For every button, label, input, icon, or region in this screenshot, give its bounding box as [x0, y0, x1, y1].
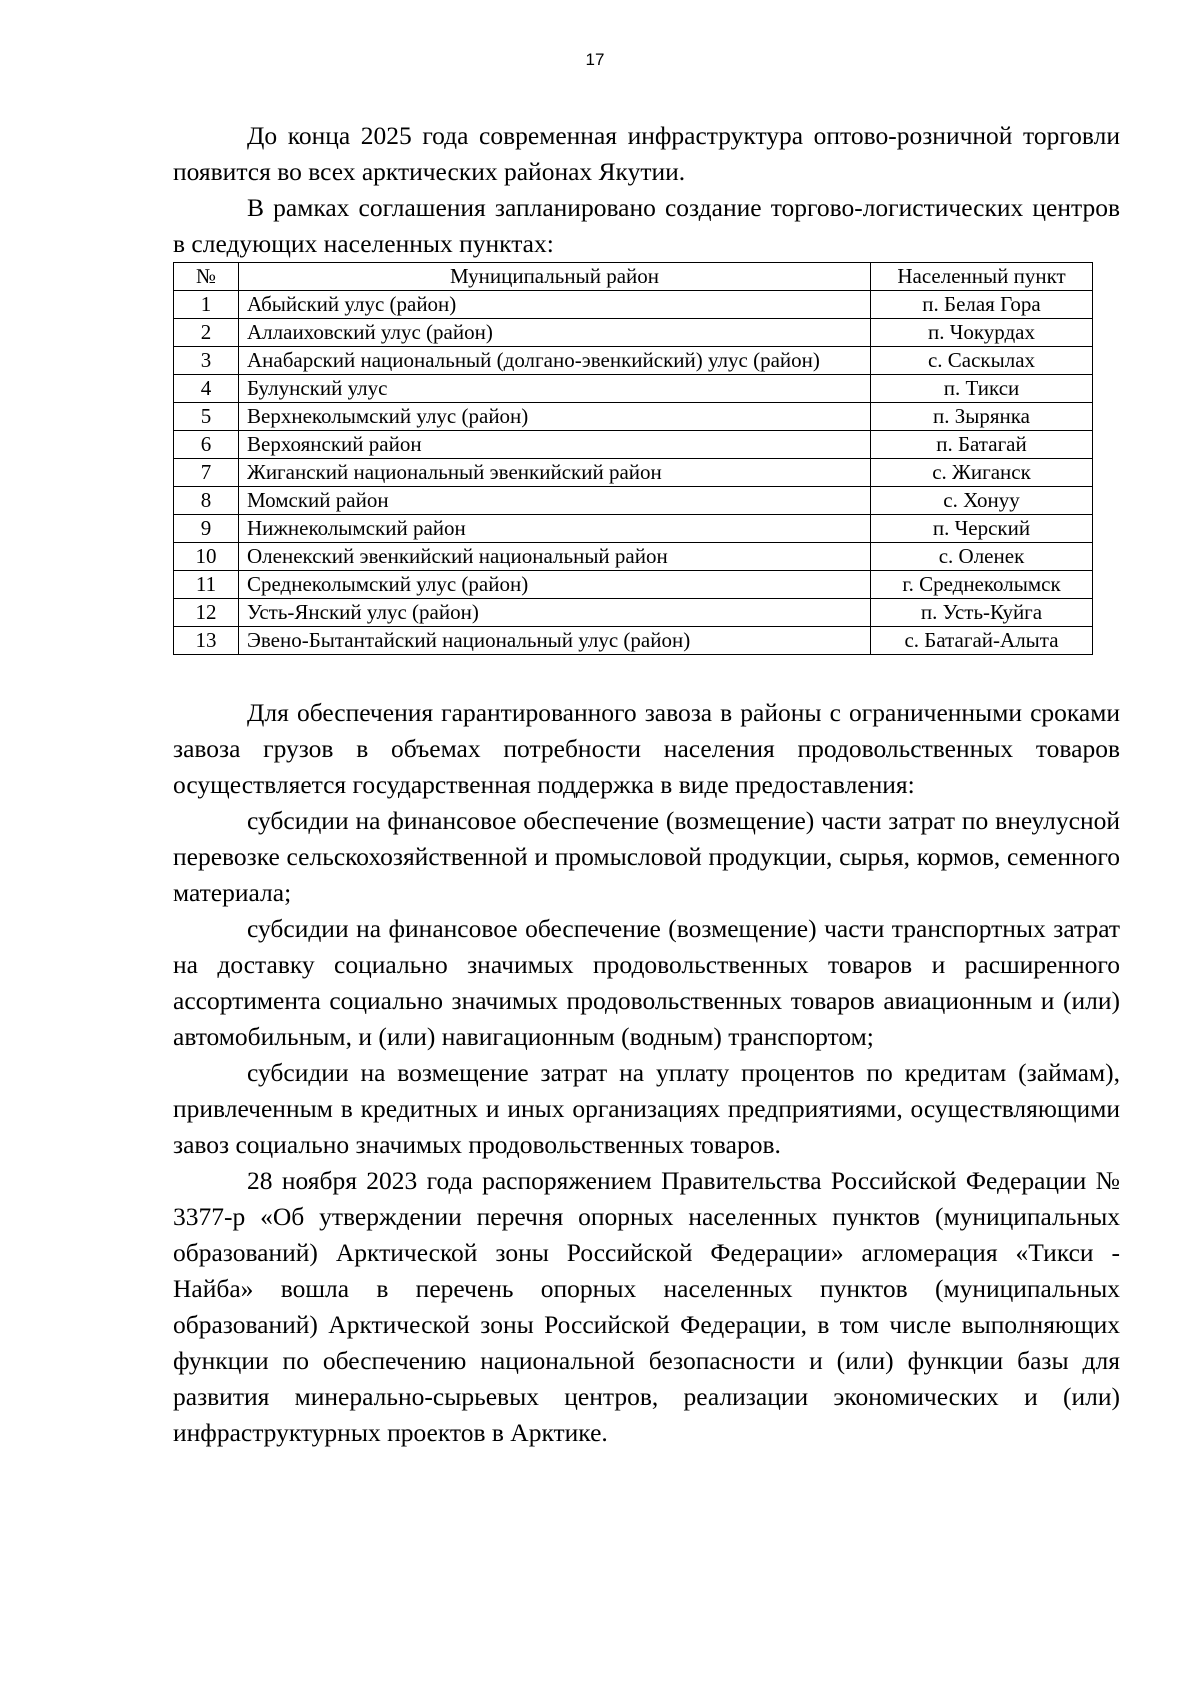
table-row: [174, 627, 1093, 655]
row-number: 8: [174, 487, 239, 515]
row-settlement: с. Жиганск: [871, 459, 1093, 487]
table-header-row: [174, 263, 1093, 291]
row-settlement: с. Оленек: [871, 543, 1093, 571]
paragraph-support-intro: Для обеспечения гарантированного завоза в районы с ограниченными сроками завоза грузов в объемах потребности населения продовольственных товаров осуществляется государственная поддержка в виде предоставления:: [173, 698, 1120, 799]
table-row: [174, 487, 1093, 515]
row-district: Анабарский национальный (долгано-эвенкийский) улус (район): [239, 347, 871, 375]
row-settlement: п. Зырянка: [871, 403, 1093, 431]
paragraph-intro-2: В рамках соглашения запланировано создание торгово-логистических центров в следующих населенных пунктах:: [173, 193, 1120, 258]
row-district: Усть-Янский улус (район): [239, 599, 871, 627]
table-row: [174, 543, 1093, 571]
row-district: Верхнеколымский улус (район): [239, 403, 871, 431]
table-row: [174, 459, 1093, 487]
row-number: 9: [174, 515, 239, 543]
row-number: 10: [174, 543, 239, 571]
row-district: Верхоянский район: [239, 431, 871, 459]
header-settlement: Населенный пункт: [871, 263, 1093, 291]
document-body: [173, 118, 1120, 1451]
row-district: Эвено-Бытантайский национальный улус (район): [239, 627, 871, 655]
row-settlement: п. Тикси: [871, 375, 1093, 403]
row-district: Нижнеколымский район: [239, 515, 871, 543]
paragraph-government-order: 28 ноября 2023 года распоряжением Правительства Российской Федерации № 3377-р «Об утверждении перечня опорных населенных пунктов (муниципальных образований) Арктической зоны Российской Федерации» агломерация «Тикси - Найба» вошла в перечень опорных населенных пунктов (муниципальных образований) Арктической зоны Российской Федерации, в том числе выполняющих функции по обеспечению национальной безопасности и (или) функции базы для развития минерально-сырьевых центров, реализации экономических и (или) инфраструктурных проектов в Арктике.: [173, 1166, 1120, 1447]
table-row: [174, 515, 1093, 543]
row-district: Среднеколымский улус (район): [239, 571, 871, 599]
row-number: 6: [174, 431, 239, 459]
row-district: Момский район: [239, 487, 871, 515]
row-district: Абыйский улус (район): [239, 291, 871, 319]
row-settlement: п. Черский: [871, 515, 1093, 543]
row-settlement: п. Усть-Куйга: [871, 599, 1093, 627]
row-number: 4: [174, 375, 239, 403]
table-row: [174, 291, 1093, 319]
row-settlement: п. Белая Гора: [871, 291, 1093, 319]
paragraph-subsidy-interest: субсидии на возмещение затрат на уплату процентов по кредитам (займам), привлеченным в кредитных и иных организациях предприятиями, осуществляющими завоз социально значимых продовольственных товаров.: [173, 1058, 1120, 1159]
row-district: Жиганский национальный эвенкийский район: [239, 459, 871, 487]
row-number: 1: [174, 291, 239, 319]
table-row: [174, 403, 1093, 431]
row-settlement: п. Батагай: [871, 431, 1093, 459]
row-number: 12: [174, 599, 239, 627]
row-settlement: с. Хонуу: [871, 487, 1093, 515]
paragraph-intro-1: До конца 2025 года современная инфраструктура оптово-розничной торговли появится во всех арктических районах Якутии.: [173, 121, 1120, 186]
page-number: 17: [585, 50, 605, 69]
table-row: [174, 375, 1093, 403]
row-settlement: с. Саскылах: [871, 347, 1093, 375]
table-row: [174, 347, 1093, 375]
row-number: 13: [174, 627, 239, 655]
header-district: Муниципальный район: [239, 263, 871, 291]
row-settlement: г. Среднеколымск: [871, 571, 1093, 599]
row-settlement: с. Батагай-Алыта: [871, 627, 1093, 655]
row-number: 2: [174, 319, 239, 347]
settlements-table: [173, 262, 1093, 655]
paragraph-subsidy-transport: субсидии на финансовое обеспечение (возмещение) части затрат по внеулусной перевозке сельскохозяйственной и промысловой продукции, сырья, кормов, семенного материала;: [173, 806, 1120, 907]
header-number: №: [174, 263, 239, 291]
row-number: 11: [174, 571, 239, 599]
row-settlement: п. Чокурдах: [871, 319, 1093, 347]
table-row: [174, 319, 1093, 347]
row-district: Аллаиховский улус (район): [239, 319, 871, 347]
row-district: Оленекский эвенкийский национальный район: [239, 543, 871, 571]
row-number: 7: [174, 459, 239, 487]
row-number: 5: [174, 403, 239, 431]
row-district: Булунский улус: [239, 375, 871, 403]
table-row: [174, 431, 1093, 459]
paragraph-subsidy-delivery: субсидии на финансовое обеспечение (возмещение) части транспортных затрат на доставку социально значимых продовольственных товаров и расширенного ассортимента социально значимых продовольственных товаров авиационным и (или) автомобильным, и (или) навигационным (водным) транспортом;: [173, 914, 1120, 1051]
row-number: 3: [174, 347, 239, 375]
table-row: [174, 571, 1093, 599]
table-row: [174, 599, 1093, 627]
